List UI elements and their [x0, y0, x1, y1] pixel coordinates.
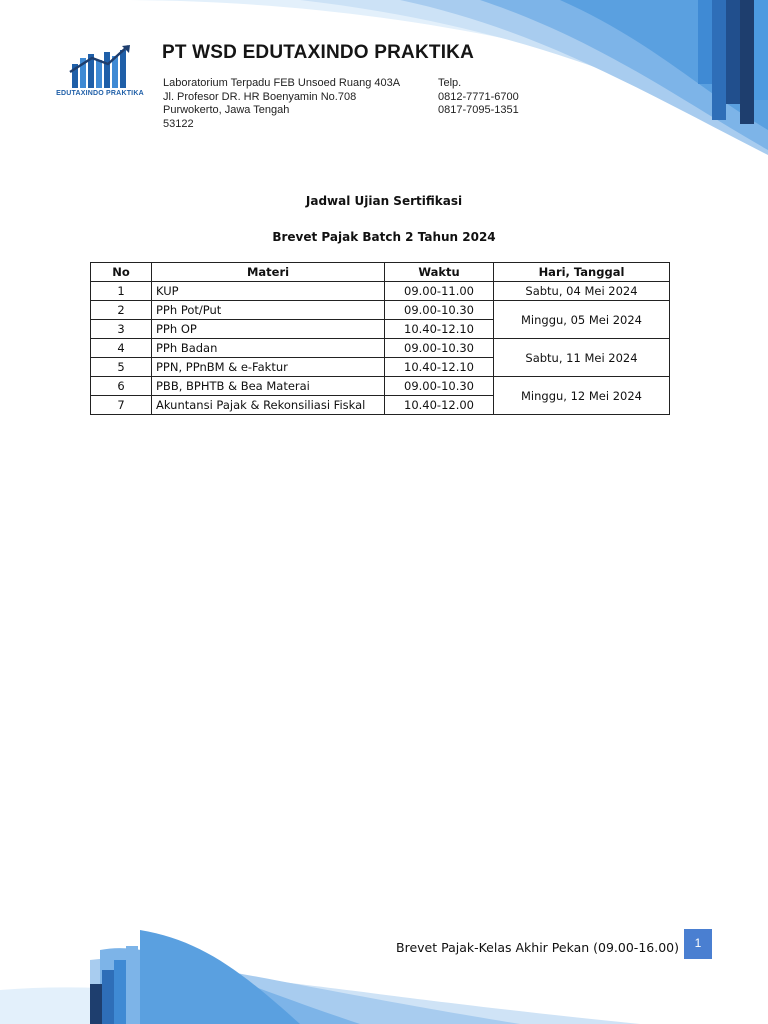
address-line: Jl. Profesor DR. HR Boenyamin No.708 — [163, 90, 357, 103]
cell-no: 5 — [91, 358, 152, 377]
cell-no: 3 — [91, 320, 152, 339]
cell-no: 1 — [91, 282, 152, 301]
cell-waktu: 09.00-10.30 — [385, 301, 494, 320]
cell-no: 7 — [91, 396, 152, 415]
column-header-hari-tanggal: Hari, Tanggal — [494, 263, 670, 282]
cell-waktu: 09.00-11.00 — [385, 282, 494, 301]
cell-materi: PPN, PPnBM & e-Faktur — [152, 358, 385, 377]
phone-label: Telp. — [438, 77, 462, 89]
cell-materi: KUP — [152, 282, 385, 301]
table-header-row — [91, 263, 670, 282]
cell-date: Minggu, 05 Mei 2024 — [494, 301, 670, 339]
company-name: PT WSD EDUTAXINDO PRAKTIKA — [162, 42, 475, 63]
table-row — [91, 377, 670, 396]
cell-date: Sabtu, 11 Mei 2024 — [494, 339, 670, 377]
logo-text: EDUTAXINDO PRAKTIKA — [56, 90, 144, 97]
cell-no: 4 — [91, 339, 152, 358]
cell-no: 2 — [91, 301, 152, 320]
cell-materi: PPh OP — [152, 320, 385, 339]
address-line: Purwokerto, Jawa Tengah — [163, 104, 290, 116]
column-header-no: No — [91, 263, 152, 282]
table-row — [91, 301, 670, 320]
company-phones — [438, 77, 519, 118]
document-subtitle: Brevet Pajak Batch 2 Tahun 2024 — [272, 230, 496, 244]
cell-materi: PPh Badan — [152, 339, 385, 358]
phone-number: 0817-7095-1351 — [438, 104, 519, 116]
cell-waktu: 09.00-10.30 — [385, 377, 494, 396]
cell-materi: PPh Pot/Put — [152, 301, 385, 320]
column-header-materi: Materi — [152, 263, 385, 282]
cell-no: 6 — [91, 377, 152, 396]
cell-date: Sabtu, 04 Mei 2024 — [494, 282, 670, 301]
document-title: Jadwal Ujian Sertifikasi — [305, 194, 463, 208]
schedule-table — [90, 262, 670, 415]
column-header-waktu: Waktu — [385, 263, 494, 282]
footer-text: Brevet Pajak-Kelas Akhir Pekan (09.00-16.00) — [396, 940, 679, 955]
cell-date: Minggu, 12 Mei 2024 — [494, 377, 670, 415]
cell-materi: Akuntansi Pajak & Rekonsiliasi Fiskal — [152, 396, 385, 415]
address-line: 53122 — [163, 117, 194, 130]
cell-waktu: 10.40-12.10 — [385, 358, 494, 377]
table-row — [91, 282, 670, 301]
footer-decoration — [0, 920, 768, 1024]
phone-number: 0812-7771-6700 — [438, 90, 519, 103]
cell-waktu: 10.40-12.10 — [385, 320, 494, 339]
table-row — [91, 339, 670, 358]
address-line: Laboratorium Terpadu FEB Unsoed Ruang 403A — [163, 77, 401, 89]
cell-waktu: 10.40-12.00 — [385, 396, 494, 415]
company-address — [163, 77, 400, 131]
cell-materi: PBB, BPHTB & Bea Materai — [152, 377, 385, 396]
cell-waktu: 09.00-10.30 — [385, 339, 494, 358]
page-number-badge: 1 — [684, 929, 712, 959]
